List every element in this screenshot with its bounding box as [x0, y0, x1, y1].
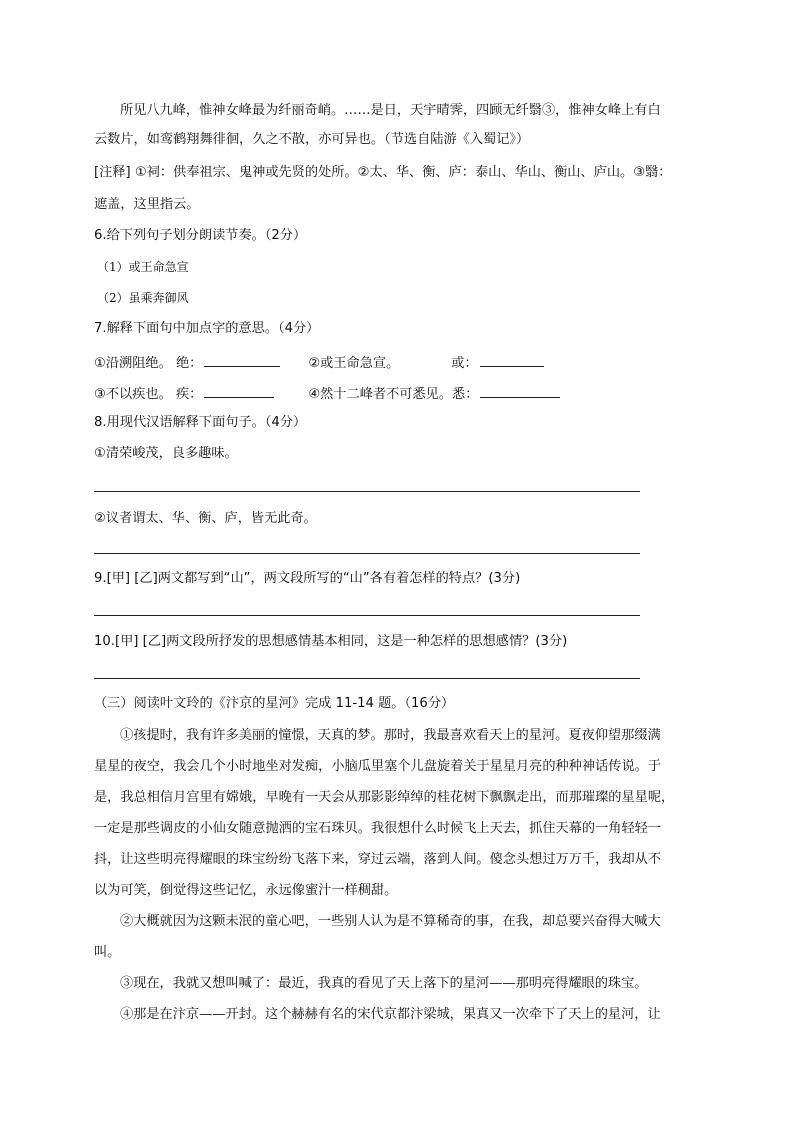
q9-title: 9.[甲] [乙]两文都写到“山”，两文段所写的“山”各有着怎样的特点？(3分) [94, 571, 521, 586]
q7-item-a: ①沿溯阻绝。 绝： [94, 356, 203, 371]
q9-answer-line[interactable] [94, 615, 640, 616]
para-1-line-2: 星星的夜空，我会几个小时地坐对发痴，小脑瓜里塞个儿盘旋着关于星星月亮的种种神话传说。于 [94, 759, 662, 774]
q7-answer-d[interactable] [480, 383, 560, 398]
q10-answer-line[interactable] [94, 678, 640, 679]
q6-item-2: （2）虽乘奔御风 [97, 291, 189, 305]
notes-line-1: [注释] ①祠：供奉祖宗、鬼神或先贤的处所。②太、华、衡、庐：泰山、华山、衡山、庐山。③翳： [94, 165, 672, 180]
q7-item-b: ②或王命急宣。 [308, 356, 400, 371]
para-1-line-1: ①孩提时，我有许多美丽的憧憬，天真的梦。那时，我最喜欢看天上的星河。夏夜仰望那缀满 [120, 728, 661, 743]
q8-item-2: ②议者谓太、华、衡、庐，皆无此奇。 [94, 511, 317, 526]
q7-item-d: ④然十二峰者不可悉见。悉： [308, 387, 479, 402]
q8-answer-line-2[interactable] [94, 553, 640, 554]
para-4-line-1: ④那是在汴京——开封。这个赫赫有名的宋代京都汴梁城，果真又一次牵下了天上的星河，让 [120, 1007, 661, 1022]
passage-b-line-1: 所见八九峰，惟神女峰最为纤丽奇峭。……是日，天宇晴霁，四顾无纤翳③，惟神女峰上有白 [120, 103, 661, 118]
para-2-line-2: 叫。 [94, 945, 121, 960]
para-1-line-6: 以为可笑，倒觉得这些记忆，永远像蜜汁一样稠甜。 [94, 883, 398, 898]
q7-title: 7.解释下面句中加点字的意思。（4分） [94, 321, 320, 336]
q10-title: 10.[甲] [乙]两文段所抒发的思想感情基本相同，这是一种怎样的思想感情？(3分) [94, 634, 568, 649]
q8-title: 8.用现代汉语解释下面句子。（4分） [94, 415, 307, 430]
q7-item-c: ③不以疾也。 疾： [94, 387, 203, 402]
q7-answer-a[interactable] [204, 352, 280, 367]
q7-row-1 [94, 352, 704, 373]
para-2-line-1: ②大概就因为这颗未泯的童心吧，一些别人认为是不算稀奇的事，在我，却总要兴奋得大喊大 [120, 914, 661, 929]
section-3-title: （三）阅读叶文玲的《汴京的星河》完成 11-14 题。（16分） [94, 696, 455, 711]
q8-answer-line-1[interactable] [94, 491, 640, 492]
q6-item-1: （1）或王命急宣 [97, 260, 189, 274]
para-1-line-5: 抖，让这些明亮得耀眼的珠宝纷纷飞落下来，穿过云端，落到人间。傻念头想过万万千，我却从不 [94, 852, 662, 867]
para-3-line-1: ③现在，我就又想叫喊了：最近，我真的看见了天上落下的星河——那明亮得耀眼的珠宝。 [120, 976, 648, 991]
passage-b-line-2: 云数片，如鸾鹤翔舞徘徊，久之不散，亦可异也。（节选自陆游《入蜀记》） [94, 132, 530, 147]
q8-item-1: ①清荣峻茂，良多趣味。 [94, 446, 238, 461]
q7-item-b-label: 或： [451, 356, 478, 371]
q7-answer-b[interactable] [480, 352, 544, 367]
para-1-line-4: 一定是那些调皮的小仙女随意抛洒的宝石珠贝。我很想什么时候飞上天去，抓住天幕的一角轻轻一 [94, 821, 662, 836]
para-1-line-3: 是，我总相信月宫里有嫦娥，早晚有一天会从那影影绰绰的桂花树下飘飘走出，而那璀璨的星星呢， [94, 790, 675, 805]
q6-title: 6.给下列句子划分朗读节奏。（2分） [94, 228, 307, 243]
notes-line-2: 遮盖，这里指云。 [94, 197, 200, 212]
q7-answer-c[interactable] [204, 383, 274, 398]
q7-row-2 [94, 383, 704, 404]
